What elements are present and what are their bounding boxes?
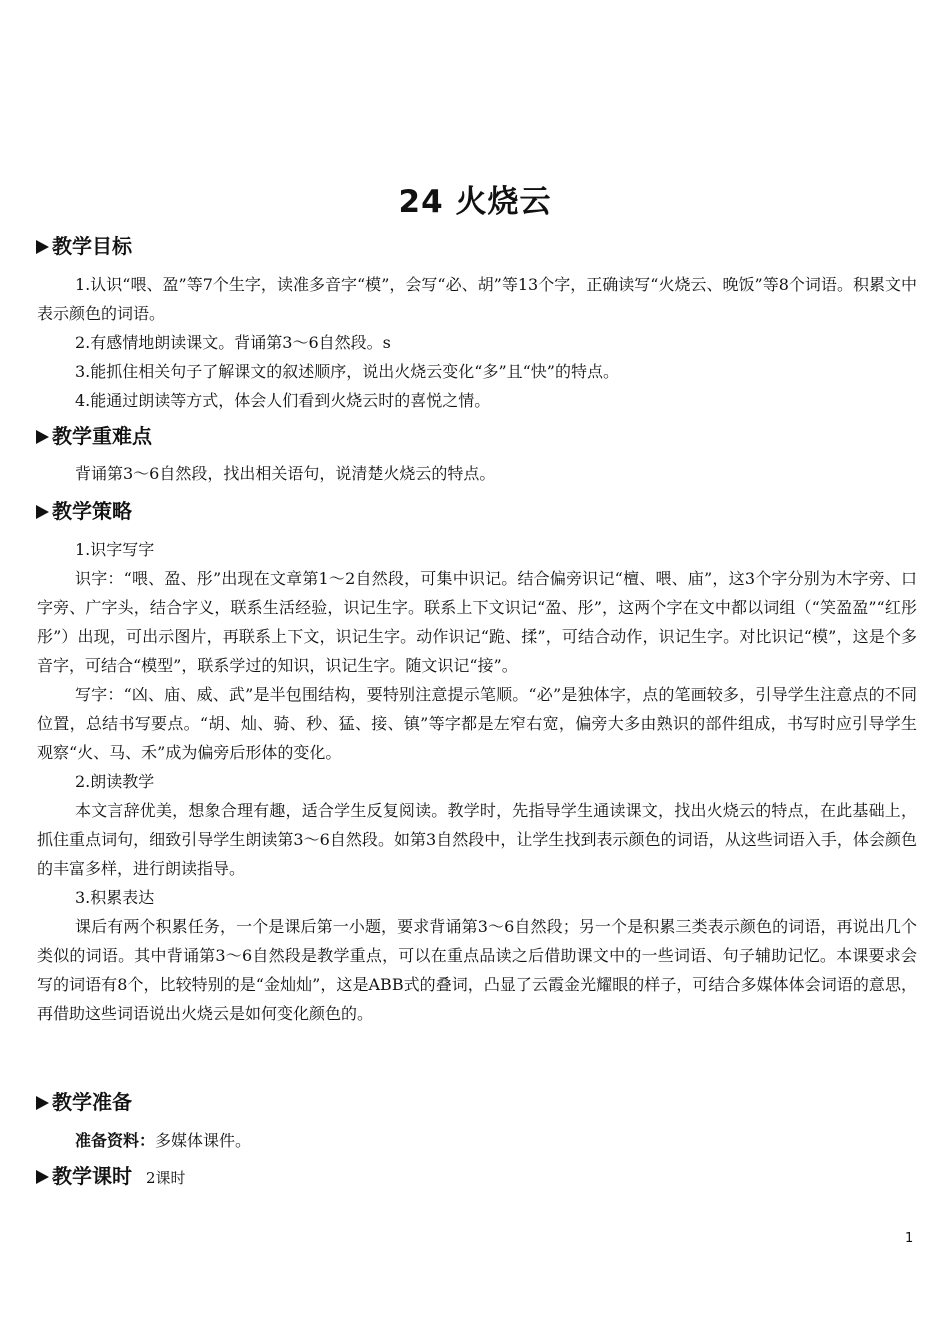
strategy-body: [37, 535, 917, 1028]
triangle-bullet-icon: [36, 505, 49, 519]
difficulty-text: 背诵第3～6自然段，找出相关语句，说清楚火烧云的特点。: [75, 464, 496, 483]
goal-item: 2.有感情地朗读课文。背诵第3～6自然段。s: [75, 333, 391, 352]
section-heading-strategy: 教学策略: [36, 497, 132, 525]
triangle-bullet-icon: [36, 240, 49, 254]
triangle-bullet-icon: [36, 1170, 49, 1184]
strategy-paragraph: 本文言辞优美，想象合理有趣，适合学生反复阅读。教学时，先指导学生通读课文，找出火烧云的特点，在此基础上，抓住重点词句，细致引导学生朗读第3～6自然段。如第3自然段中，让学生找到表示颜色的词语，从这些词语入手，体会颜色的丰富多样，进行朗读指导。: [37, 801, 917, 878]
page-number: 1: [905, 1231, 914, 1246]
strategy-paragraph: 识字：“喂、盈、彤”出现在文章第1～2自然段，可集中识记。结合偏旁识记“檀、喂、庙”，这3个字分别为木字旁、口字旁、广字头，结合字义，联系生活经验，识记生字。联系上下文识记“盈、彤”，这两个字在文中都以词组（“笑盈盈”“红彤彤”）出现，可出示图片，再联系上下文，识记生字。动作识记“跪、揉”，可结合动作，识记生字。对比识记“模”，这是个多音字，可结合“模型”，联系学过的知识，识记生字。随文识记“接”。: [37, 569, 917, 675]
triangle-bullet-icon: [36, 1096, 49, 1110]
triangle-bullet-icon: [36, 430, 49, 444]
preparation-label: 准备资料：: [75, 1131, 156, 1150]
preparation-value: 多媒体课件。: [155, 1131, 252, 1150]
goal-item: 4.能通过朗读等方式，体会人们看到火烧云时的喜悦之情。: [75, 391, 491, 410]
strategy-subheading: 1.识字写字: [75, 540, 155, 559]
strategy-subheading: 3.积累表达: [75, 888, 155, 907]
goal-item: 1.认识“喂、盈”等7个生字，读准多音字“模”，会写“必、胡”等13个字，正确读写“火烧云、晚饭”等8个词语。积累文中表示颜色的词语。: [37, 275, 917, 323]
page-title: 24 火烧云: [398, 184, 552, 220]
section-heading-hours: 教学课时 2课时: [36, 1162, 186, 1192]
section-heading-difficulty: 教学重难点: [36, 422, 152, 450]
strategy-paragraph: 写字：“凶、庙、威、武”是半包围结构，要特别注意提示笔顺。“必”是独体字，点的笔画较多，引导学生注意点的不同位置，总结书写要点。“胡、灿、骑、秒、猛、接、镇”等字都是左窄右宽，偏旁大多由熟识的部件组成，书写时应引导学生观察“火、马、禾”成为偏旁后形体的变化。: [37, 685, 917, 762]
strategy-paragraph: 课后有两个积累任务，一个是课后第一小题，要求背诵第3～6自然段；另一个是积累三类表示颜色的词语，再说出几个类似的词语。其中背诵第3～6自然段是教学重点，可以在重点品读之后借助课文中的一些词语、句子辅助记忆。本课要求会写的词语有8个，比较特别的是“金灿灿”，这是ABB式的叠词，凸显了云霞金光耀眼的样子，可结合多媒体体会词语的意思，再借助这些词语说出火烧云是如何变化颜色的。: [37, 917, 917, 1023]
section-heading-goals: 教学目标: [36, 232, 132, 260]
goals-list: [37, 270, 917, 415]
preparation-text: [37, 1126, 917, 1155]
strategy-subheading: 2.朗读教学: [75, 772, 155, 791]
hours-value: 2课时: [146, 1169, 186, 1187]
section-heading-preparation: 教学准备: [36, 1088, 132, 1116]
goal-item: 3.能抓住相关句子了解课文的叙述顺序，说出火烧云变化“多”且“快”的特点。: [75, 362, 619, 381]
